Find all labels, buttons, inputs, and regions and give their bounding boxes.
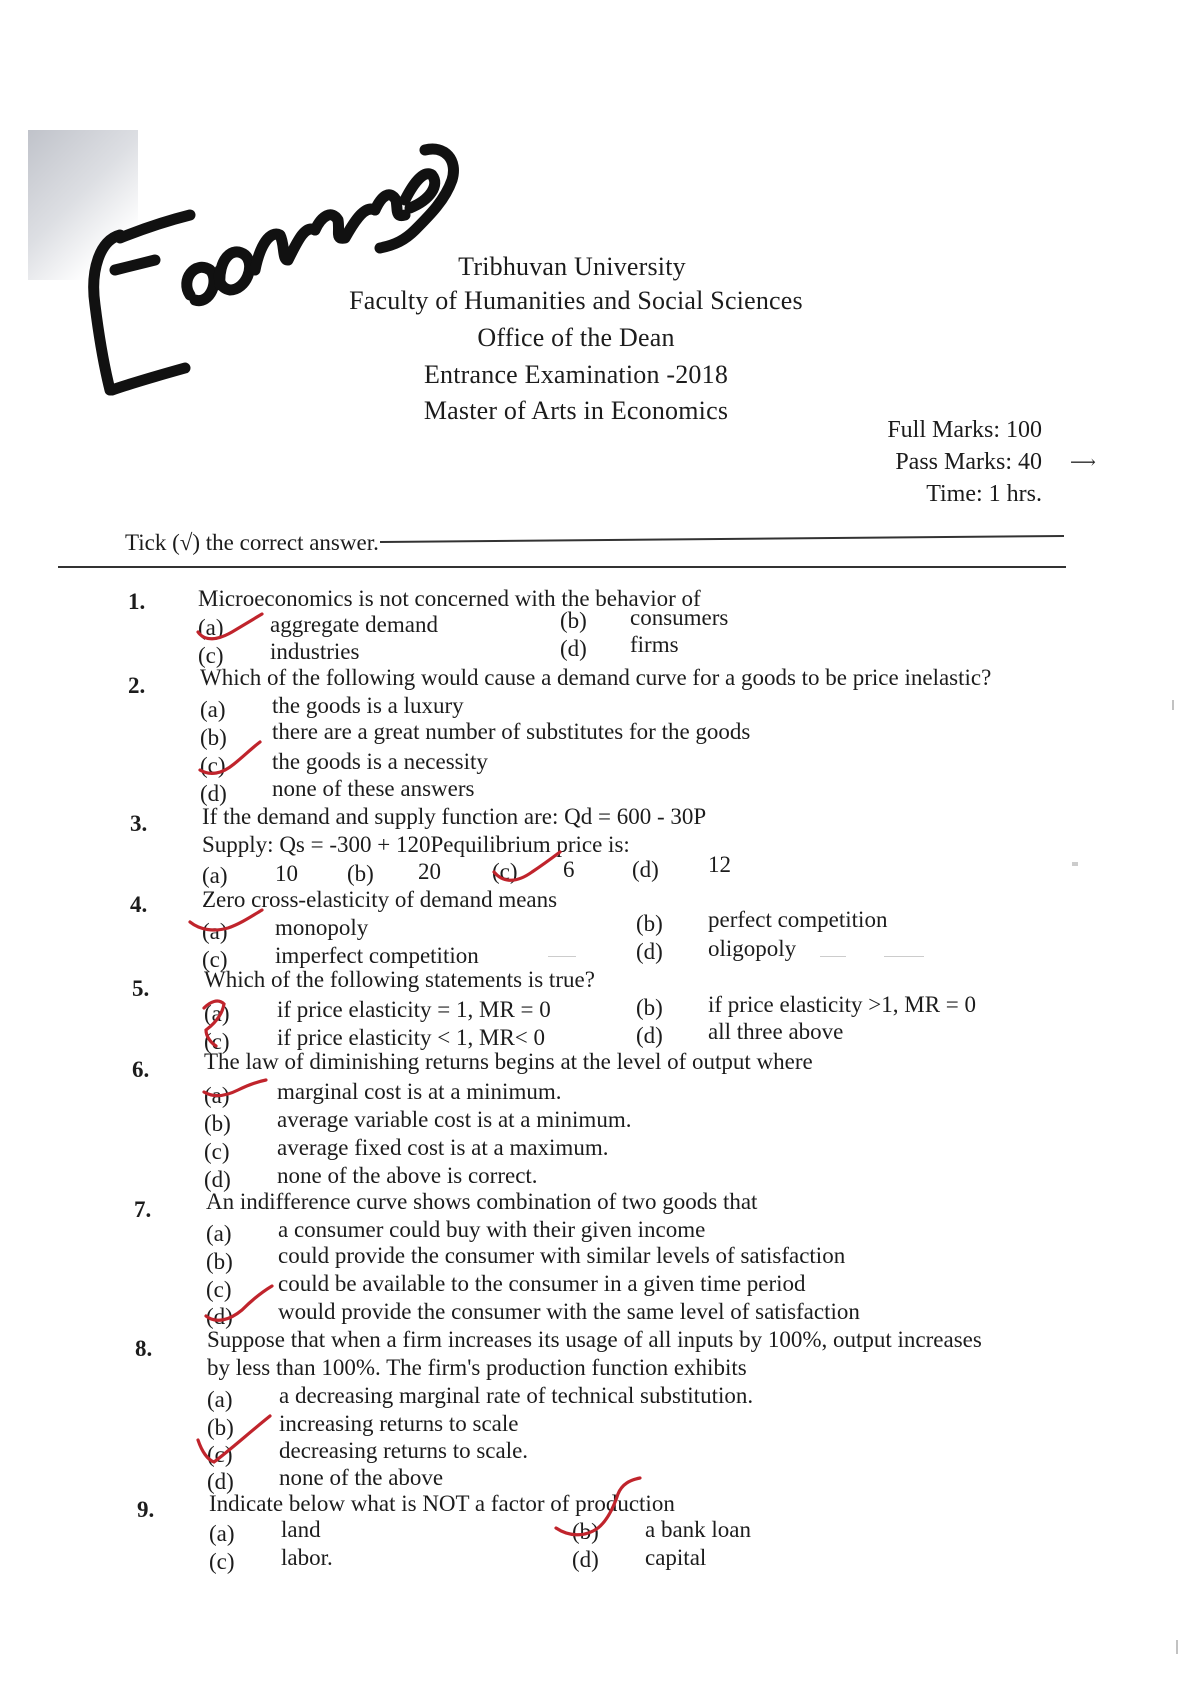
question-text: Which of the following statements is true? xyxy=(204,967,595,992)
option-text: all three above xyxy=(708,1019,844,1044)
option-text: none of the above xyxy=(279,1465,444,1490)
scan-speck xyxy=(1176,1640,1178,1654)
option-label: (b) xyxy=(636,911,663,936)
question-text: An indifference curve shows combination of two goods that xyxy=(206,1189,758,1214)
option-label: (c) xyxy=(206,1277,232,1302)
option-label: (c) xyxy=(209,1549,235,1574)
option-label: (a) xyxy=(202,919,228,944)
option-label: (d) xyxy=(200,781,227,806)
option-text: there are a great number of substitutes for the goods xyxy=(272,719,751,744)
option-label: (a) xyxy=(209,1521,235,1546)
option-text: 10 xyxy=(275,861,298,886)
option-label: (a) xyxy=(204,1001,230,1026)
option-label: (d) xyxy=(636,939,663,964)
question-number: 8. xyxy=(135,1336,153,1361)
option-text: could be available to the consumer in a given time period xyxy=(278,1271,806,1296)
instruction: Tick (√) the correct answer. xyxy=(125,530,379,555)
university-name: Tribhuvan University xyxy=(458,252,686,281)
option-label: (b) xyxy=(347,861,374,886)
scan-dash xyxy=(548,956,576,957)
option-label: (b) xyxy=(560,608,587,633)
divider xyxy=(58,566,1066,568)
option-text: would provide the consumer with the same level of satisfaction xyxy=(278,1299,860,1324)
scan-speck xyxy=(1072,862,1078,866)
office-name: Office of the Dean xyxy=(477,323,675,352)
question-text: Suppose that when a firm increases its usage of all inputs by 100%, output increases xyxy=(207,1327,982,1352)
option-label: (d) xyxy=(204,1167,231,1192)
option-label: (c) xyxy=(200,753,226,778)
option-text: oligopoly xyxy=(708,936,797,961)
divider xyxy=(380,535,1064,543)
faculty-name: Faculty of Humanities and Social Sciences xyxy=(349,286,803,315)
time-limit: Time: 1 hrs. xyxy=(926,481,1042,507)
question-number: 7. xyxy=(134,1197,152,1222)
question-number: 2. xyxy=(128,673,146,698)
option-text: firms xyxy=(630,632,679,657)
option-text: 20 xyxy=(418,859,441,884)
option-text: the goods is a necessity xyxy=(272,749,488,774)
option-label: (b) xyxy=(572,1519,599,1544)
option-label: (c) xyxy=(492,859,518,884)
option-text: if price elasticity = 1, MR = 0 xyxy=(277,997,551,1022)
option-text: none of the above is correct. xyxy=(277,1163,538,1188)
option-text: average fixed cost is at a maximum. xyxy=(277,1135,609,1160)
option-text: aggregate demand xyxy=(270,612,438,637)
option-label: (d) xyxy=(572,1547,599,1572)
scan-speck xyxy=(1172,700,1174,710)
scan-dash xyxy=(884,956,924,957)
option-text: consumers xyxy=(630,605,729,630)
option-label: (d) xyxy=(632,857,659,882)
question-text: Indicate below what is NOT a factor of production xyxy=(209,1491,675,1516)
option-label: (c) xyxy=(198,643,224,668)
question-number: 6. xyxy=(132,1057,150,1082)
option-text: could provide the consumer with similar levels of satisfaction xyxy=(278,1243,846,1268)
full-marks: Full Marks: 100 xyxy=(887,417,1042,443)
option-text: marginal cost is at a minimum. xyxy=(277,1079,562,1104)
question-number: 5. xyxy=(132,976,150,1001)
question-text: Which of the following would cause a demand curve for a goods to be price inelastic? xyxy=(200,665,992,690)
option-text: decreasing returns to scale. xyxy=(279,1438,529,1463)
option-text: none of these answers xyxy=(272,776,475,801)
option-label: (b) xyxy=(206,1249,233,1274)
question-text-cont: by less than 100%. The firm's production function exhibits xyxy=(207,1355,747,1380)
option-text: increasing returns to scale xyxy=(279,1411,519,1436)
option-text: 6 xyxy=(563,857,575,882)
option-text: a bank loan xyxy=(645,1517,752,1542)
question-number: 3. xyxy=(130,811,148,836)
option-label: (b) xyxy=(207,1415,234,1440)
option-text: land xyxy=(281,1517,321,1542)
question-text: If the demand and supply function are: Qd = 600 - 30P xyxy=(202,804,707,829)
question-number: 1. xyxy=(128,589,146,614)
option-label: (c) xyxy=(204,1139,230,1164)
question-text: Zero cross-elasticity of demand means xyxy=(202,887,558,912)
option-label: (c) xyxy=(204,1029,230,1054)
question-text: Microeconomics is not concerned with the behavior of xyxy=(198,586,701,611)
option-text: a consumer could buy with their given income xyxy=(278,1217,706,1242)
option-label: (a) xyxy=(204,1083,230,1108)
question-text-cont: Supply: Qs = -300 + 120Pequilibrium price is: xyxy=(202,832,630,857)
option-label: (a) xyxy=(206,1221,232,1246)
option-text: a decreasing marginal rate of technical substitution. xyxy=(279,1383,754,1408)
option-text: if price elasticity < 1, MR< 0 xyxy=(277,1025,546,1050)
option-text: if price elasticity >1, MR = 0 xyxy=(708,992,977,1017)
exam-title: Entrance Examination -2018 xyxy=(423,360,729,389)
option-text: capital xyxy=(645,1545,707,1570)
option-text: perfect competition xyxy=(708,907,888,932)
option-label: (a) xyxy=(200,697,226,722)
option-label: (b) xyxy=(204,1111,231,1136)
option-label: (c) xyxy=(207,1442,233,1467)
option-text: monopoly xyxy=(275,915,369,940)
question-number: 4. xyxy=(130,892,148,917)
scan-dash xyxy=(820,956,846,957)
option-label: (d) xyxy=(636,1023,663,1048)
question-number: 9. xyxy=(137,1497,155,1522)
option-text: labor. xyxy=(281,1545,333,1570)
option-text: the goods is a luxury xyxy=(272,693,464,718)
option-label: (a) xyxy=(207,1387,233,1412)
option-text: 12 xyxy=(708,852,731,877)
pass-marks: Pass Marks: 40 xyxy=(895,449,1042,475)
option-label: (b) xyxy=(636,995,663,1020)
arrow-icon: ⟶ xyxy=(1070,452,1096,472)
option-text: average variable cost is at a minimum. xyxy=(277,1107,632,1132)
option-text: industries xyxy=(270,639,360,664)
option-label: (c) xyxy=(202,947,228,972)
option-label: (a) xyxy=(202,863,228,888)
option-text: imperfect competition xyxy=(275,943,479,968)
program-title: Master of Arts in Economics xyxy=(423,396,729,425)
option-label: (d) xyxy=(206,1304,233,1329)
question-text: The law of diminishing returns begins at the level of output where xyxy=(204,1049,813,1074)
option-label: (d) xyxy=(560,636,587,661)
option-label: (b) xyxy=(200,725,227,750)
option-label: (a) xyxy=(198,615,224,640)
option-label: (d) xyxy=(207,1469,234,1494)
